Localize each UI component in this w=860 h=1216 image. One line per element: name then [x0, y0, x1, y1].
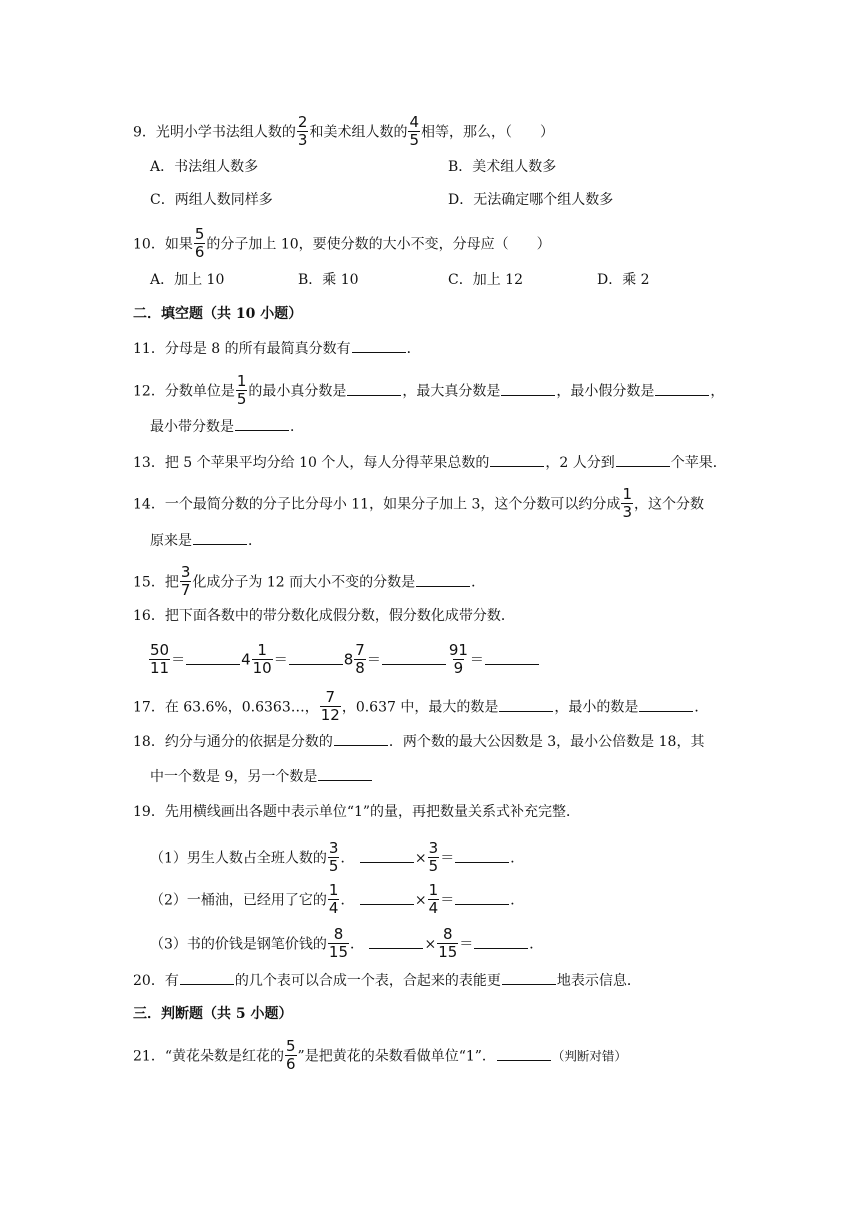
option-a[interactable]: A．书法组人数多 — [150, 159, 259, 175]
question-18: 18．约分与通分的依据是分数的 ．两个数的最大公因数是 3，最小公倍数是 18，其 — [133, 731, 704, 752]
fraction: $\frac{1}{10}$ — [252, 641, 272, 677]
fraction: $\frac{5}{6}$ — [194, 225, 205, 261]
answer-blank[interactable] — [499, 697, 553, 712]
option-c[interactable]: C．加上 12 — [448, 272, 523, 288]
question-10: 10．如果 $\frac{5}{6}$ 的分子加上 10，要使分数的大小不变，分母应（ ） — [133, 225, 551, 261]
answer-blank[interactable] — [180, 970, 234, 985]
fraction: $\frac{1}{3}$ — [622, 485, 632, 521]
fraction: $\frac{1}{4}$ — [328, 881, 339, 917]
answer-blank[interactable] — [235, 416, 289, 431]
answer-blank[interactable] — [369, 934, 423, 949]
question-12: 12．分数单位是 $\frac{1}{5}$ 的最小真分数是 ，最大真分数是 ，最小假分数是 ， — [133, 372, 725, 408]
fraction: $\frac{1}{5}$ — [236, 372, 247, 408]
fraction: $\frac{1}{4}$ — [428, 881, 439, 917]
section-heading-fill-in: 二．填空题（共 10 小题） — [133, 306, 303, 322]
fraction: $\frac{3}{5}$ — [428, 839, 439, 875]
fraction: $\frac{7}{8}$ — [355, 641, 365, 677]
fraction: $\frac{3}{5}$ — [328, 839, 339, 875]
answer-blank[interactable] — [490, 452, 544, 467]
fraction: $\frac{3}{7}$ — [180, 563, 191, 599]
question-10-number: 10． — [133, 236, 165, 253]
answer-blank[interactable] — [347, 381, 401, 396]
fraction: $\frac{8}{15}$ — [438, 925, 458, 961]
option-a[interactable]: A．加上 10 — [150, 272, 225, 288]
question-13: 13．把 5 个苹果平均分给 10 个人，每人分得苹果总数的 ，2 人分到 个苹果． — [133, 452, 727, 473]
question-21: 21．“黄花朵数是红花的 $\frac{5}{6}$ ”是把黄花的朵数看做单位“1”． （判断对错） — [133, 1037, 627, 1073]
question-9-number: 9． — [133, 124, 156, 141]
option-d[interactable]: D．乘 2 — [597, 272, 650, 288]
question-9-text-c: 相等，那么，（ ） — [421, 124, 555, 141]
answer-blank[interactable] — [416, 572, 470, 587]
question-9-text-b: 和美术组人数的 — [309, 124, 408, 141]
question-11: 11．分母是 8 的所有最简真分数有 ． — [133, 338, 421, 359]
answer-blank[interactable] — [360, 848, 414, 863]
question-19-part-1: （1）男生人数占全班人数的 $\frac{3}{5}$ ． × $\frac{3}{5}$ ＝ ． — [150, 839, 525, 875]
answer-blank[interactable] — [455, 890, 509, 905]
fraction: $\frac{8}{15}$ — [328, 925, 349, 961]
question-9 — [133, 113, 555, 149]
question-17: 17．在 63.6%，0.6363…， $\frac{7}{12}$ ，0.637 中，最大的数是 ，最小的数是 ． — [133, 688, 709, 724]
fraction: $\frac{2}{3}$ — [297, 113, 308, 149]
question-12-line-2: 最小带分数是 ． — [150, 416, 304, 437]
option-d[interactable]: D．无法确定哪个组人数多 — [448, 192, 614, 208]
answer-blank[interactable] — [352, 338, 406, 353]
question-15: 15．把 $\frac{3}{7}$ 化成分子为 12 而大小不变的分数是 ． — [133, 563, 486, 599]
answer-blank[interactable] — [501, 381, 555, 396]
answer-blank[interactable] — [639, 697, 693, 712]
question-16-expressions: $\frac{50}{11}$ ＝ 4 $\frac{1}{10}$ ＝ 8 $\frac{7}{8}$ ＝ $\frac{91}{9}$ ＝ — [148, 644, 540, 677]
answer-blank[interactable] — [655, 381, 709, 396]
fraction: $\frac{7}{12}$ — [320, 688, 340, 724]
question-14-line-2: 原来是 ． — [150, 530, 262, 551]
fraction: $\frac{91}{9}$ — [448, 641, 468, 677]
option-b[interactable]: B．乘 10 — [298, 272, 359, 288]
section-heading-true-false: 三．判断题（共 5 小题） — [133, 1006, 293, 1022]
answer-blank[interactable] — [193, 530, 247, 545]
question-20: 20．有 的几个表可以合成一个表，合起来的表能更 地表示信息． — [133, 970, 641, 991]
answer-blank[interactable] — [455, 848, 509, 863]
fraction: $\frac{5}{6}$ — [285, 1037, 296, 1073]
answer-blank[interactable] — [360, 890, 414, 905]
answer-blank[interactable] — [382, 650, 446, 665]
answer-blank[interactable] — [289, 650, 343, 665]
question-19-part-3: （3）书的价钱是钢笔价钱的 $\frac{8}{15}$ ． × $\frac{8}{15}$ ＝ ． — [150, 925, 544, 961]
answer-blank[interactable] — [502, 970, 556, 985]
answer-blank[interactable] — [485, 650, 539, 665]
question-9-text-a: 光明小学书法组人数的 — [155, 124, 296, 141]
answer-blank[interactable] — [497, 1046, 551, 1061]
option-c[interactable]: C．两组人数同样多 — [150, 192, 273, 208]
answer-blank[interactable] — [474, 934, 528, 949]
option-b[interactable]: B．美术组人数多 — [448, 159, 557, 175]
answer-blank[interactable] — [616, 452, 670, 467]
question-18-line-2: 中一个数是 9，另一个数是 — [150, 766, 373, 787]
question-14: 14．一个最简分数的分子比分母小 11，如果分子加上 3，这个分数可以约分成 $\frac{1}{3}$ ，这个分数 — [133, 485, 704, 521]
question-16: 16．把下面各数中的带分数化成假分数，假分数化成带分数． — [133, 608, 515, 624]
answer-blank[interactable] — [318, 766, 372, 781]
question-19-part-2: （2）一桶油，已经用了它的 $\frac{1}{4}$ ． × $\frac{1}{4}$ ＝ ． — [150, 881, 525, 917]
fraction: $\frac{50}{11}$ — [150, 641, 170, 677]
answer-blank[interactable] — [186, 650, 240, 665]
answer-blank[interactable] — [334, 731, 388, 746]
fraction: $\frac{4}{5}$ — [409, 113, 420, 149]
question-19: 19．先用横线画出各题中表示单位“1”的量，再把数量关系式补充完整． — [133, 804, 581, 820]
